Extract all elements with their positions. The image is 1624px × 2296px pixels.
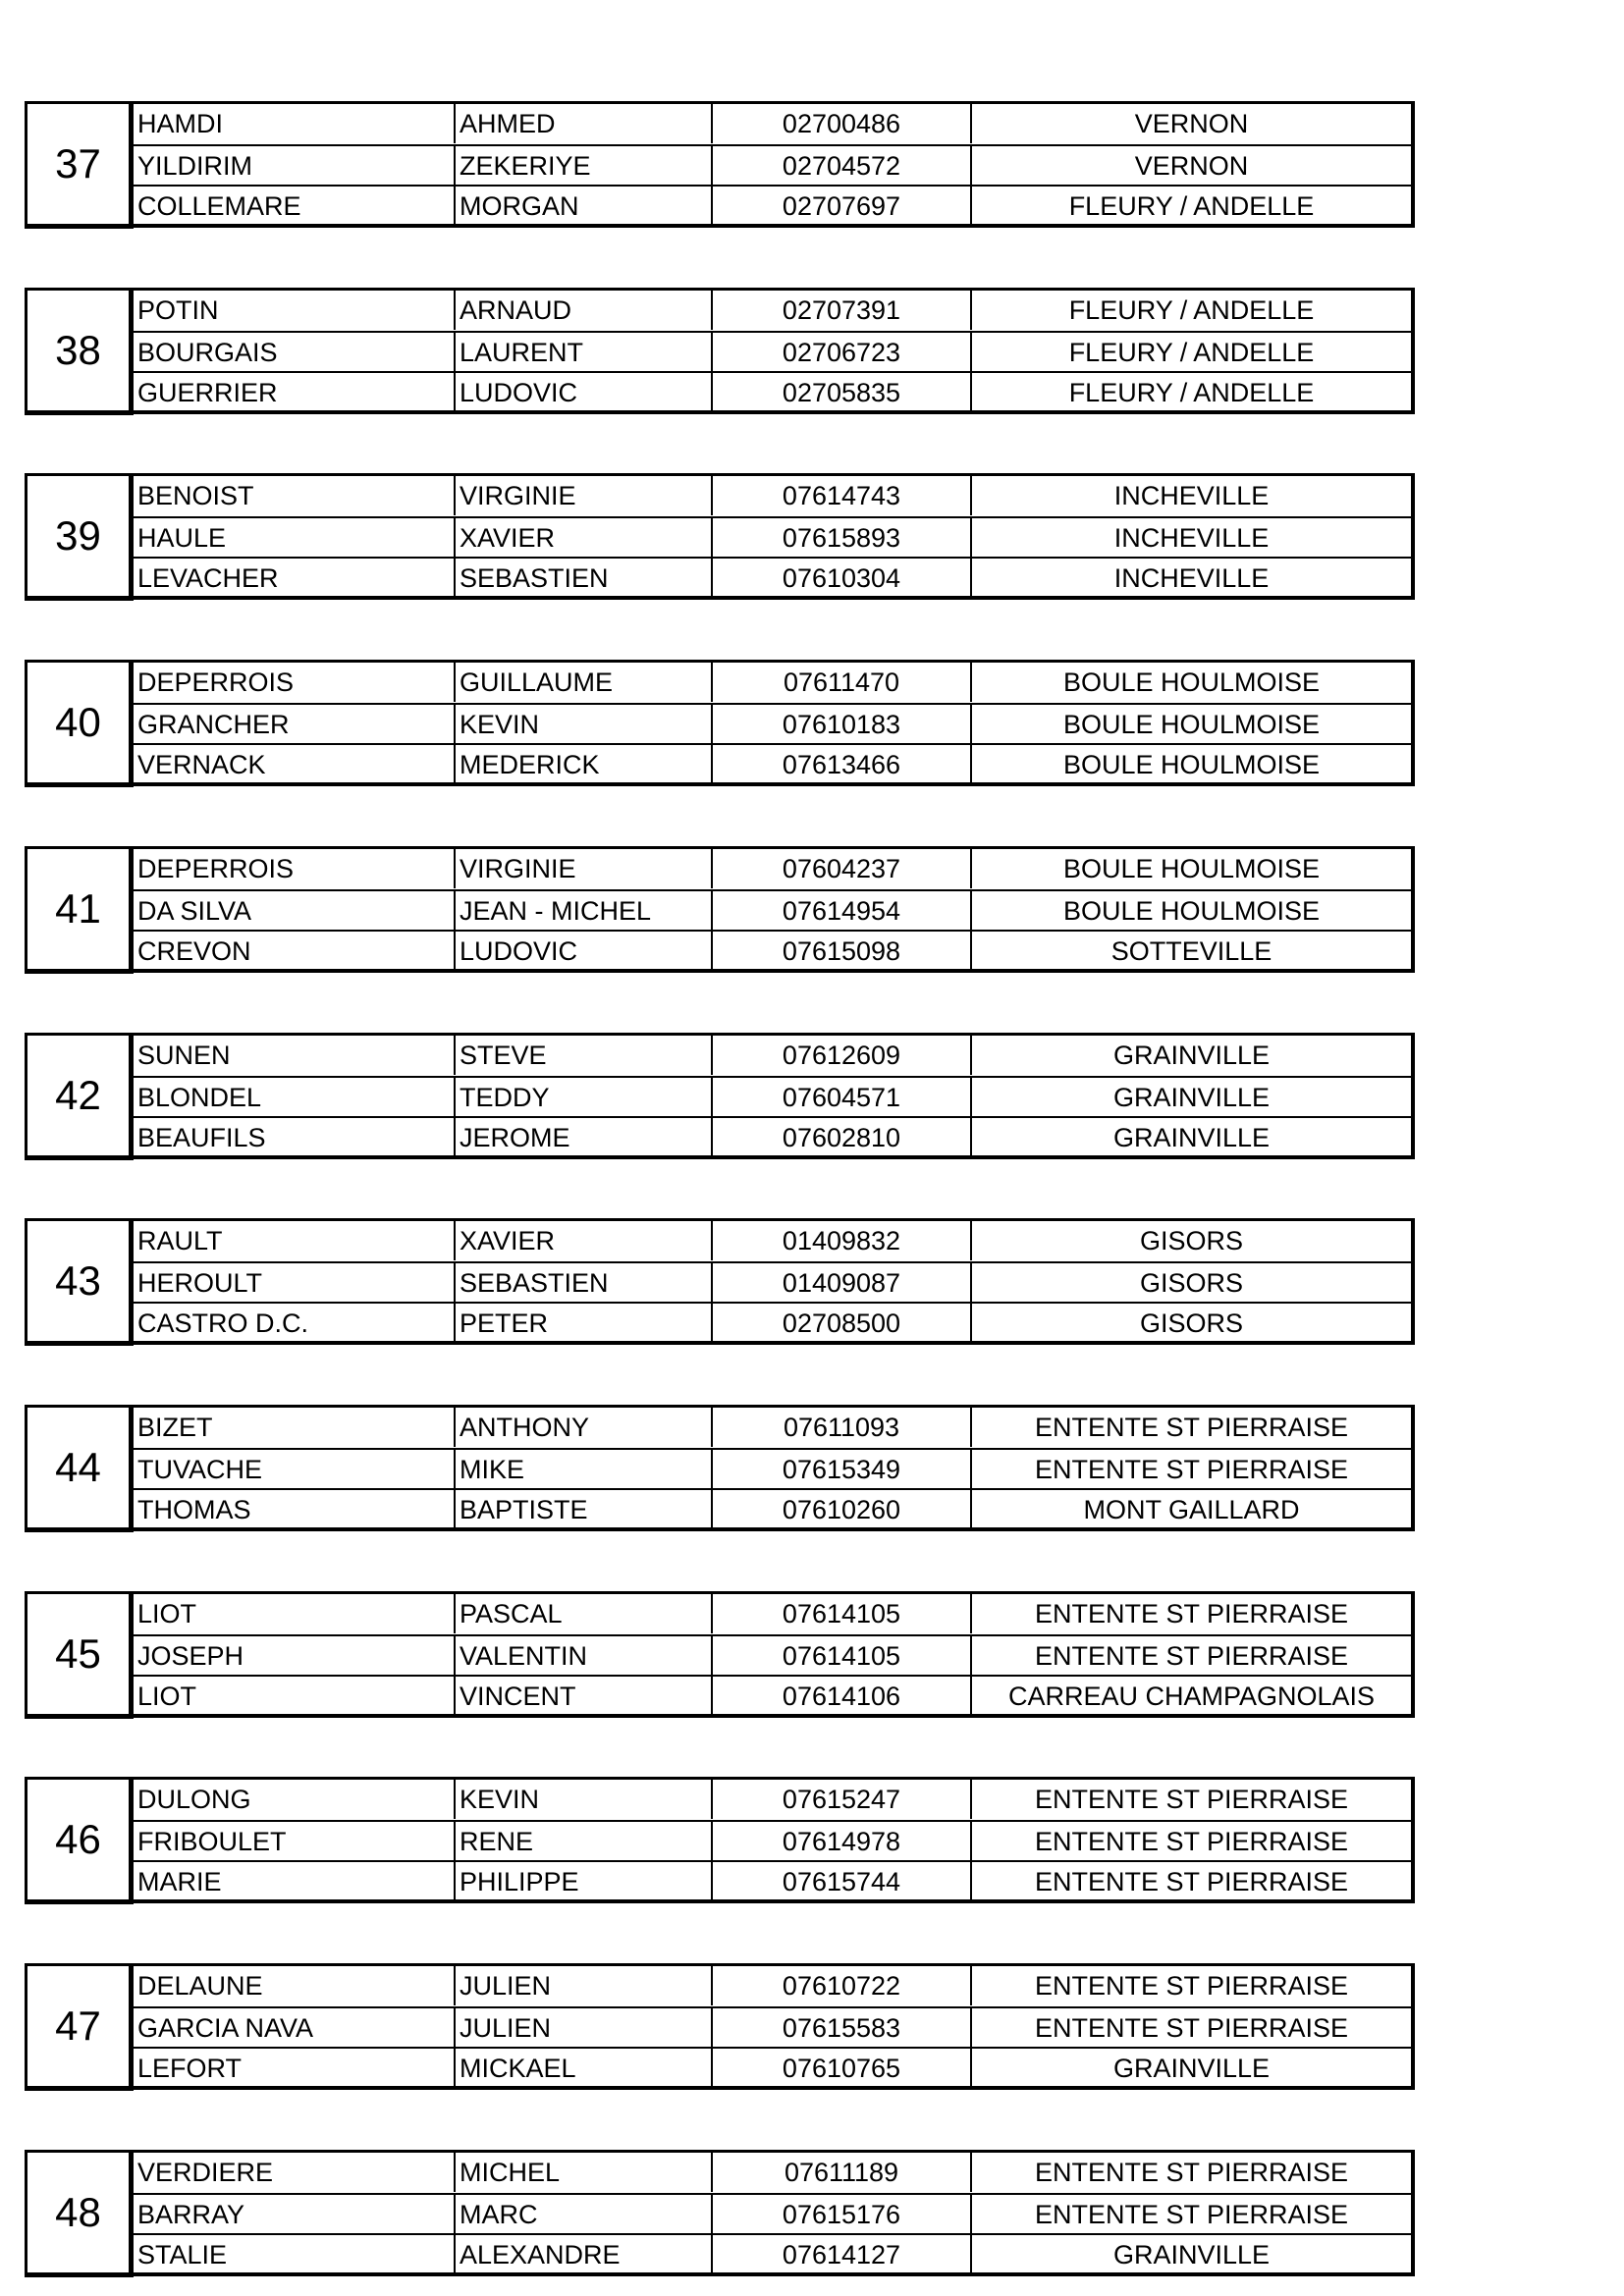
player-club: GISORS — [970, 1221, 1411, 1260]
team-number: 41 — [25, 846, 134, 974]
player-row — [134, 849, 1411, 888]
team-block — [25, 1033, 1414, 1158]
player-first-name: ALEXANDRE — [454, 2235, 711, 2274]
player-table — [131, 1033, 1415, 1159]
player-club: GRAINVILLE — [970, 2049, 1411, 2088]
player-club: ENTENTE ST PIERRAISE — [970, 1450, 1411, 1489]
player-club: BOULE HOULMOISE — [970, 745, 1411, 784]
player-table — [131, 846, 1415, 973]
player-row — [134, 1488, 1411, 1529]
player-first-name: VIRGINIE — [454, 849, 711, 888]
team-number: 40 — [25, 660, 134, 787]
player-club: INCHEVILLE — [970, 518, 1411, 558]
player-first-name: RENE — [454, 1822, 711, 1861]
player-license-number: 07604237 — [711, 849, 970, 888]
player-club: MONT GAILLARD — [970, 1490, 1411, 1529]
player-license-number: 07615349 — [711, 1450, 970, 1489]
player-club: ENTENTE ST PIERRAISE — [970, 1966, 1411, 2005]
player-first-name: XAVIER — [454, 1221, 711, 1260]
player-first-name: VALENTIN — [454, 1636, 711, 1676]
player-license-number: 07615744 — [711, 1862, 970, 1901]
player-last-name: BENOIST — [137, 481, 254, 510]
player-last-name: VERNACK — [137, 750, 266, 779]
player-last-name: SUNEN — [137, 1041, 231, 1070]
player-first-name: LAURENT — [454, 333, 711, 372]
player-row — [134, 1076, 1411, 1117]
player-table — [131, 1218, 1415, 1345]
player-club: ENTENTE ST PIERRAISE — [970, 1862, 1411, 1901]
player-first-name: JEAN - MICHEL — [454, 891, 711, 931]
team-number: 45 — [25, 1591, 134, 1719]
player-last-name: BARRAY — [137, 2200, 245, 2229]
player-last-name: TUVACHE — [137, 1455, 263, 1484]
player-first-name: STEVE — [454, 1036, 711, 1075]
player-table — [131, 288, 1415, 414]
team-block — [25, 1963, 1414, 2089]
player-license-number: 07614105 — [711, 1636, 970, 1676]
team-block — [25, 288, 1414, 413]
player-row — [134, 291, 1411, 330]
player-last-name: POTIN — [137, 295, 219, 325]
player-row — [134, 2047, 1411, 2088]
player-row — [134, 1448, 1411, 1489]
player-row — [134, 1261, 1411, 1303]
player-license-number: 02707391 — [711, 291, 970, 330]
player-license-number: 07610260 — [711, 1490, 970, 1529]
player-row — [134, 2193, 1411, 2234]
player-license-number: 07614127 — [711, 2235, 970, 2274]
player-license-number: 07610183 — [711, 705, 970, 744]
player-last-name: FRIBOULET — [137, 1827, 287, 1856]
player-first-name: XAVIER — [454, 518, 711, 558]
player-license-number: 07604571 — [711, 1078, 970, 1117]
player-row — [134, 371, 1411, 412]
team-number: 38 — [25, 288, 134, 415]
player-last-name: BIZET — [137, 1413, 213, 1442]
player-first-name: GUILLAUME — [454, 663, 711, 702]
player-table — [131, 473, 1415, 600]
player-first-name: MARC — [454, 2195, 711, 2234]
player-first-name: PHILIPPE — [454, 1862, 711, 1901]
player-club: GRAINVILLE — [970, 1078, 1411, 1117]
player-row — [134, 144, 1411, 186]
player-row — [134, 1302, 1411, 1343]
player-club: FLEURY / ANDELLE — [970, 373, 1411, 412]
player-first-name: ARNAUD — [454, 291, 711, 330]
player-license-number: 07611470 — [711, 663, 970, 702]
player-club: BOULE HOULMOISE — [970, 705, 1411, 744]
player-row — [134, 331, 1411, 372]
player-last-name: STALIE — [137, 2240, 228, 2269]
player-license-number: 07615893 — [711, 518, 970, 558]
player-last-name: JOSEPH — [137, 1641, 244, 1671]
player-row — [134, 1594, 1411, 1633]
player-club: BOULE HOULMOISE — [970, 891, 1411, 931]
player-row — [134, 516, 1411, 558]
player-club: GISORS — [970, 1263, 1411, 1303]
team-number: 39 — [25, 473, 134, 601]
player-license-number: 07611093 — [711, 1408, 970, 1447]
player-license-number: 07610722 — [711, 1966, 970, 2005]
team-block — [25, 1591, 1414, 1717]
player-last-name: CREVON — [137, 936, 251, 966]
player-first-name: MEDERICK — [454, 745, 711, 784]
player-row — [134, 1860, 1411, 1901]
player-first-name: ANTHONY — [454, 1408, 711, 1447]
player-club: FLEURY / ANDELLE — [970, 333, 1411, 372]
player-last-name: CASTRO D.C. — [137, 1308, 309, 1338]
player-last-name: DA SILVA — [137, 896, 252, 926]
player-row — [134, 889, 1411, 931]
player-license-number: 02705835 — [711, 373, 970, 412]
player-row — [134, 2233, 1411, 2274]
player-club: ENTENTE ST PIERRAISE — [970, 1822, 1411, 1861]
player-row — [134, 1780, 1411, 1819]
player-row — [134, 476, 1411, 515]
player-first-name: MIKE — [454, 1450, 711, 1489]
player-table — [131, 101, 1415, 228]
team-block — [25, 2150, 1414, 2275]
player-first-name: MORGAN — [454, 187, 711, 226]
team-number: 47 — [25, 1963, 134, 2091]
player-first-name: VINCENT — [454, 1677, 711, 1716]
player-table — [131, 660, 1415, 786]
player-club: ENTENTE ST PIERRAISE — [970, 2153, 1411, 2192]
player-club: ENTENTE ST PIERRAISE — [970, 1408, 1411, 1447]
player-club: BOULE HOULMOISE — [970, 663, 1411, 702]
player-club: ENTENTE ST PIERRAISE — [970, 2008, 1411, 2048]
team-number: 44 — [25, 1405, 134, 1532]
team-block — [25, 101, 1414, 227]
player-club: FLEURY / ANDELLE — [970, 291, 1411, 330]
player-row — [134, 1675, 1411, 1716]
player-club: SOTTEVILLE — [970, 932, 1411, 971]
player-row — [134, 663, 1411, 702]
player-row — [134, 185, 1411, 226]
player-license-number: 02700486 — [711, 104, 970, 143]
team-block — [25, 660, 1414, 785]
player-last-name: LIOT — [137, 1599, 197, 1629]
player-club: GRAINVILLE — [970, 1036, 1411, 1075]
team-block — [25, 473, 1414, 599]
player-last-name: YILDIRIM — [137, 151, 253, 181]
player-club: INCHEVILLE — [970, 476, 1411, 515]
team-number: 43 — [25, 1218, 134, 1346]
player-row — [134, 1820, 1411, 1861]
player-row — [134, 1634, 1411, 1676]
player-row — [134, 930, 1411, 971]
player-last-name: LIOT — [137, 1682, 197, 1711]
player-first-name: SEBASTIEN — [454, 1263, 711, 1303]
player-license-number: 02707697 — [711, 187, 970, 226]
player-club: CARREAU CHAMPAGNOLAIS — [970, 1677, 1411, 1716]
player-license-number: 02708500 — [711, 1304, 970, 1343]
player-row — [134, 1966, 1411, 2005]
player-license-number: 07610304 — [711, 559, 970, 598]
player-license-number: 07614106 — [711, 1677, 970, 1716]
player-first-name: MICKAEL — [454, 2049, 711, 2088]
player-last-name: RAULT — [137, 1226, 223, 1255]
player-club: ENTENTE ST PIERRAISE — [970, 2195, 1411, 2234]
player-license-number: 02706723 — [711, 333, 970, 372]
player-license-number: 07615098 — [711, 932, 970, 971]
player-license-number: 07614978 — [711, 1822, 970, 1861]
player-license-number: 07614105 — [711, 1594, 970, 1633]
player-club: INCHEVILLE — [970, 559, 1411, 598]
player-first-name: MICHEL — [454, 2153, 711, 2192]
player-last-name: GRANCHER — [137, 710, 290, 739]
player-last-name: LEVACHER — [137, 563, 279, 593]
team-number: 42 — [25, 1033, 134, 1160]
player-club: ENTENTE ST PIERRAISE — [970, 1636, 1411, 1676]
player-table — [131, 1777, 1415, 1903]
player-license-number: 07613466 — [711, 745, 970, 784]
player-last-name: BLONDEL — [137, 1083, 262, 1112]
player-last-name: DELAUNE — [137, 1971, 263, 2001]
player-club: ENTENTE ST PIERRAISE — [970, 1780, 1411, 1819]
player-first-name: JEROME — [454, 1118, 711, 1157]
player-last-name: DEPERROIS — [137, 667, 295, 697]
player-row — [134, 2153, 1411, 2192]
player-row — [134, 557, 1411, 598]
player-license-number: 07615247 — [711, 1780, 970, 1819]
player-last-name: GARCIA NAVA — [137, 2013, 314, 2043]
player-first-name: KEVIN — [454, 705, 711, 744]
player-table — [131, 1405, 1415, 1531]
player-last-name: THOMAS — [137, 1495, 251, 1524]
team-block — [25, 1777, 1414, 1902]
player-license-number: 01409087 — [711, 1263, 970, 1303]
player-table — [131, 1591, 1415, 1718]
player-first-name: SEBASTIEN — [454, 559, 711, 598]
player-table — [131, 2150, 1415, 2276]
player-club: VERNON — [970, 104, 1411, 143]
player-club: GRAINVILLE — [970, 1118, 1411, 1157]
player-first-name: BAPTISTE — [454, 1490, 711, 1529]
player-last-name: VERDIERE — [137, 2158, 274, 2187]
player-club: ENTENTE ST PIERRAISE — [970, 1594, 1411, 1633]
player-last-name: COLLEMARE — [137, 191, 301, 221]
player-license-number: 02704572 — [711, 146, 970, 186]
player-first-name: VIRGINIE — [454, 476, 711, 515]
team-number: 48 — [25, 2150, 134, 2277]
player-first-name: LUDOVIC — [454, 373, 711, 412]
player-last-name: BOURGAIS — [137, 338, 278, 367]
player-license-number: 07615583 — [711, 2008, 970, 2048]
player-row — [134, 1408, 1411, 1447]
player-first-name: PETER — [454, 1304, 711, 1343]
player-last-name: DEPERROIS — [137, 854, 295, 883]
player-first-name: AHMED — [454, 104, 711, 143]
player-last-name: HEROULT — [137, 1268, 263, 1298]
player-first-name: PASCAL — [454, 1594, 711, 1633]
player-table — [131, 1963, 1415, 2090]
player-row — [134, 743, 1411, 784]
player-first-name: KEVIN — [454, 1780, 711, 1819]
player-row — [134, 1036, 1411, 1075]
team-block — [25, 846, 1414, 972]
player-club: GRAINVILLE — [970, 2235, 1411, 2274]
team-block — [25, 1405, 1414, 1530]
player-first-name: LUDOVIC — [454, 932, 711, 971]
player-license-number: 07602810 — [711, 1118, 970, 1157]
player-first-name: JULIEN — [454, 1966, 711, 2005]
player-license-number: 07612609 — [711, 1036, 970, 1075]
player-club: VERNON — [970, 146, 1411, 186]
player-license-number: 07611189 — [711, 2153, 970, 2192]
team-number: 46 — [25, 1777, 134, 1904]
player-last-name: BEAUFILS — [137, 1123, 266, 1152]
team-block — [25, 1218, 1414, 1344]
player-last-name: HAULE — [137, 523, 227, 553]
player-first-name: TEDDY — [454, 1078, 711, 1117]
player-last-name: DULONG — [137, 1785, 251, 1814]
player-row — [134, 2006, 1411, 2048]
player-first-name: JULIEN — [454, 2008, 711, 2048]
player-license-number: 07615176 — [711, 2195, 970, 2234]
player-club: BOULE HOULMOISE — [970, 849, 1411, 888]
player-license-number: 01409832 — [711, 1221, 970, 1260]
player-license-number: 07610765 — [711, 2049, 970, 2088]
player-last-name: MARIE — [137, 1867, 222, 1896]
player-club: FLEURY / ANDELLE — [970, 187, 1411, 226]
team-number: 37 — [25, 101, 134, 229]
player-club: GISORS — [970, 1304, 1411, 1343]
player-row — [134, 104, 1411, 143]
player-row — [134, 1116, 1411, 1157]
player-license-number: 07614743 — [711, 476, 970, 515]
player-first-name: ZEKERIYE — [454, 146, 711, 186]
player-last-name: HAMDI — [137, 109, 223, 138]
player-license-number: 07614954 — [711, 891, 970, 931]
player-row — [134, 703, 1411, 744]
player-last-name: LEFORT — [137, 2054, 243, 2083]
player-last-name: GUERRIER — [137, 378, 278, 407]
player-row — [134, 1221, 1411, 1260]
